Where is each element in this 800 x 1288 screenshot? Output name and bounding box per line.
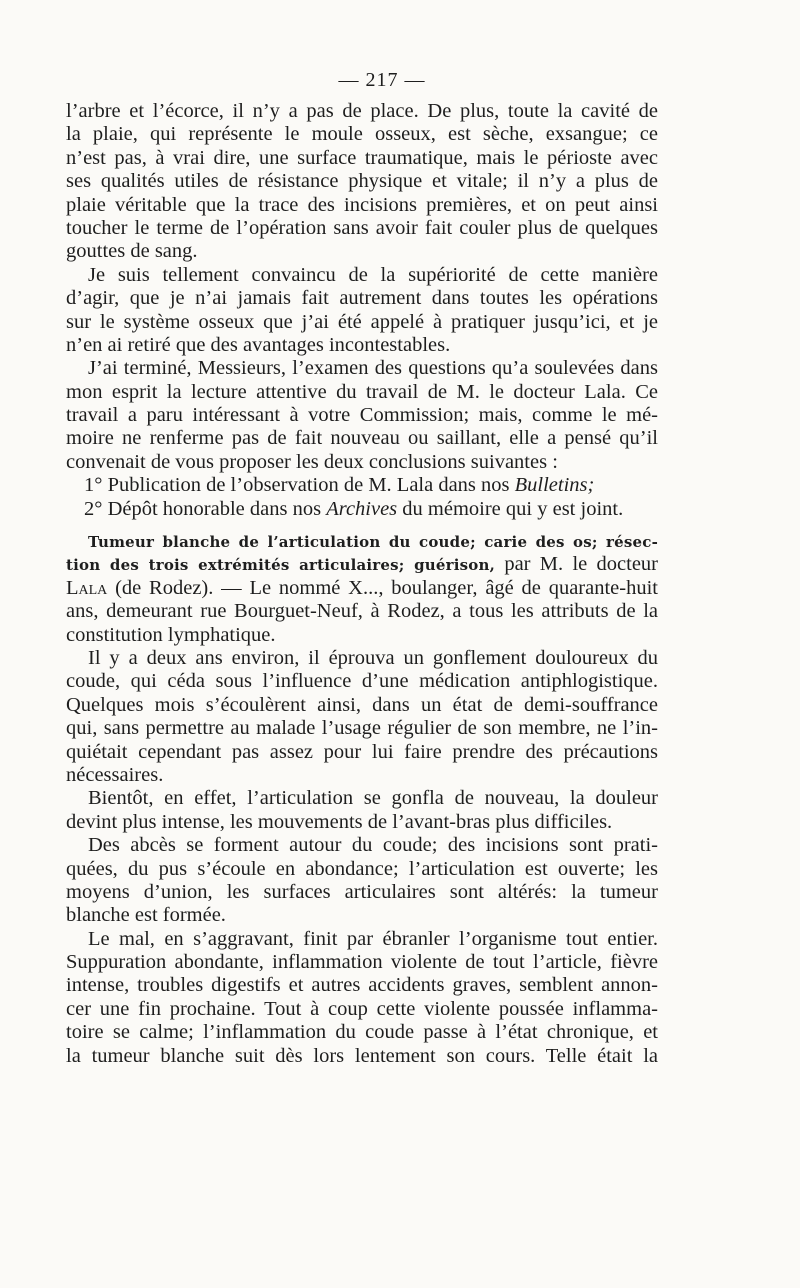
text-line: Suppuration abondante, inflammation violente de tout l’article, fièvre bbox=[66, 951, 658, 974]
observation-author-prefix: par M. le docteur bbox=[495, 553, 659, 576]
text-line: gouttes de sang. bbox=[66, 240, 198, 263]
conclusion-2-suffix: du mémoire qui y est joint. bbox=[397, 497, 624, 520]
conclusion-1 bbox=[66, 474, 658, 497]
page bbox=[66, 66, 658, 1068]
text-line: Je suis tellement convaincu de la supériorité de cette manière bbox=[88, 263, 658, 286]
text-line: sur le système osseux que j’ai été appelé à pratiquer jusqu’ici, et je bbox=[66, 310, 658, 333]
observation-title-line-2 bbox=[66, 553, 658, 576]
text-line: Il y a deux ans environ, il éprouva un gonflement douloureux du bbox=[88, 646, 658, 669]
text-line: convenait de vous proposer les deux conclusions suivantes : bbox=[66, 450, 558, 473]
text-line: ses qualités utiles de résistance physique et vitale; il n’y a plus de bbox=[66, 170, 658, 193]
text-line: blanche est formée. bbox=[66, 904, 226, 927]
text-line: cer une fin prochaine. Tout à coup cette violente poussée inflamma- bbox=[66, 997, 658, 1020]
text-line: qui, sans permettre au malade l’usage régulier de son membre, ne l’in- bbox=[66, 717, 658, 740]
text-line: plaie véritable que la trace des incisions premières, et on peut ainsi bbox=[66, 193, 658, 216]
text-block-operation bbox=[66, 100, 658, 474]
conclusion-1-text: 1° Publication de l’observation de M. Lala dans nos bbox=[84, 474, 515, 497]
text-line: la plaie, qui représente le moule osseux, est sèche, exsangue; ce bbox=[66, 123, 658, 146]
conclusion-1-italic: Bulletins; bbox=[514, 474, 595, 497]
observation-title-line-1 bbox=[66, 530, 658, 553]
text-line: mon esprit la lecture attentive du travail de M. le docteur Lala. Ce bbox=[66, 380, 658, 403]
text-line: moyens d’union, les surfaces articulaires sont altérés: la tumeur bbox=[66, 880, 658, 903]
section-gap bbox=[66, 521, 658, 530]
text-line: coude, qui céda sous l’influence d’une médication antiphlogistique. bbox=[66, 670, 658, 693]
text-line: quées, du pus s’écoule en abondance; l’articulation est ouverte; les bbox=[66, 857, 658, 880]
conclusions-list bbox=[66, 474, 658, 521]
text-line: J’ai terminé, Messieurs, l’examen des questions qu’a soulevées dans bbox=[88, 357, 658, 380]
text-line: Quelques mois s’écoulèrent ainsi, dans un état de demi-souffrance bbox=[66, 693, 658, 716]
text-line: quiétait cependant pas assez pour lui faire prendre des précautions bbox=[66, 740, 658, 763]
conclusion-2-text: 2° Dépôt honorable dans nos bbox=[84, 497, 327, 520]
text-line: toire se calme; l’inflammation du coude passe à l’état chronique, et bbox=[66, 1021, 658, 1044]
observation-title-2: tion des trois extrémités articulaires; guérison, bbox=[66, 556, 496, 575]
observation-heading bbox=[66, 530, 658, 600]
text-line: n’en ai retiré que des avantages incontestables. bbox=[66, 333, 451, 356]
text-line: devint plus intense, les mouvements de l’avant-bras plus difficiles. bbox=[66, 810, 613, 833]
text-line: Bientôt, en effet, l’articulation se gonfla de nouveau, la douleur bbox=[88, 787, 658, 810]
observation-author-name: Lala bbox=[66, 576, 108, 599]
text-line: Le mal, en s’aggravant, finit par ébranler l’organisme tout entier. bbox=[88, 927, 658, 950]
text-line: d’agir, que je n’ai jamais fait autrement dans toutes les opérations bbox=[66, 287, 658, 310]
conclusion-2-italic: Archives bbox=[326, 497, 398, 520]
text-line: constitution lymphatique. bbox=[66, 623, 276, 646]
conclusion-2 bbox=[66, 498, 658, 521]
text-line: l’arbre et l’écorce, il n’y a pas de place. De plus, toute la cavité de bbox=[66, 100, 658, 122]
observation-intro: (de Rodez). — Le nommé X..., boulanger, âgé de quarante-huit bbox=[107, 576, 658, 599]
observation-title-1: Tumeur blanche de l’articulation du coude; carie des os; résec- bbox=[88, 533, 658, 552]
text-line: nécessaires. bbox=[66, 763, 164, 786]
text-line: moire ne renferme pas de fait nouveau ou saillant, elle a pensé qu’il bbox=[66, 427, 658, 450]
page-number: — 217 — bbox=[338, 69, 426, 91]
text-line: intense, troubles digestifs et autres accidents graves, semblent annon- bbox=[66, 974, 658, 997]
text-line: Des abcès se forment autour du coude; des incisions sont prati- bbox=[88, 834, 658, 857]
text-line: travail a paru intéressant à votre Commission; mais, comme le mé- bbox=[66, 404, 658, 427]
observation-title-line-3 bbox=[66, 577, 658, 600]
text-block-case bbox=[66, 600, 658, 1068]
text-line: ans, demeurant rue Bourguet-Neuf, à Rodez, a tous les attributs de la bbox=[66, 600, 658, 623]
text-line: la tumeur blanche suit dès lors lentement son cours. Telle était la bbox=[66, 1044, 658, 1067]
text-line: n’est pas, à vrai dire, une surface traumatique, mais le périoste avec bbox=[66, 146, 658, 169]
text-line: toucher le terme de l’opération sans avoir fait couler plus de quelques bbox=[66, 216, 658, 239]
